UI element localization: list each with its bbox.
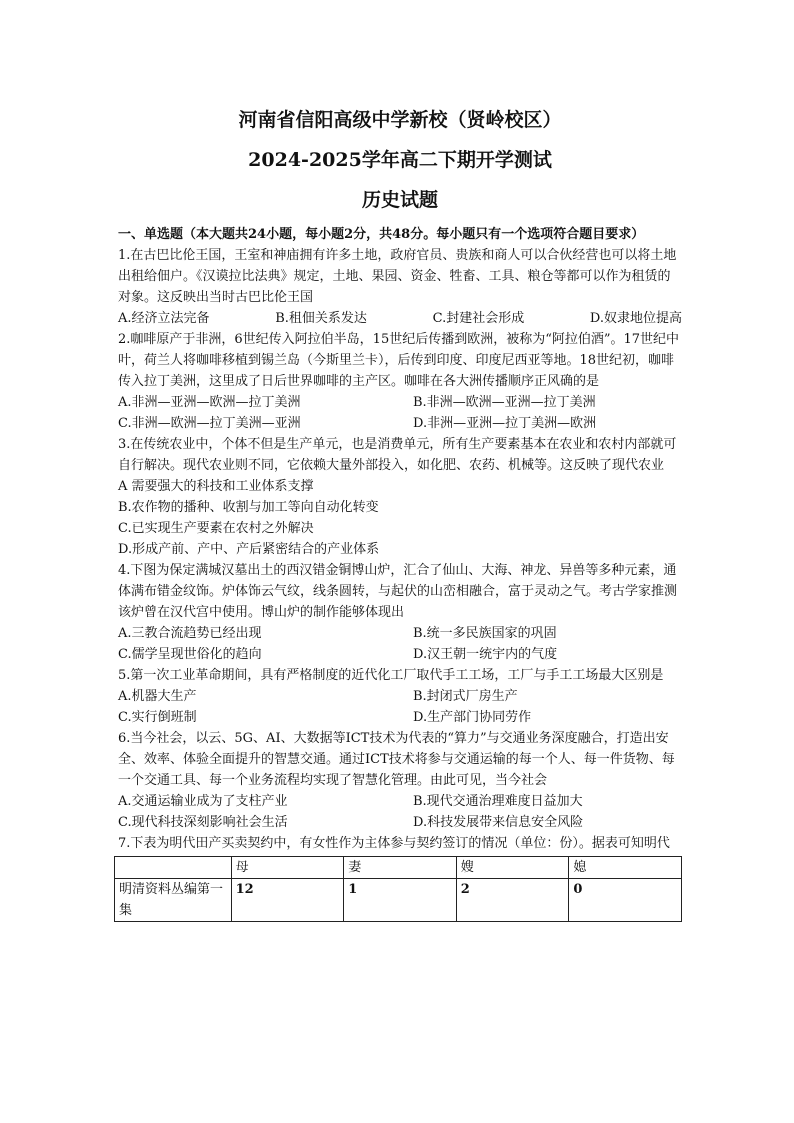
table-cell: 2 [456, 879, 569, 922]
table-header-cell [115, 857, 232, 879]
option-c: C.非洲—欧洲—拉丁美洲—亚洲 [118, 416, 301, 431]
option-c: C.已实现生产要素在农村之外解决 [118, 521, 314, 536]
option-a: A.机器大生产 [118, 689, 197, 704]
option-d: D.形成产前、产中、产后紧密结合的产业体系 [118, 542, 380, 557]
table-header-cell: 母 [231, 857, 344, 879]
question-6-options [118, 791, 682, 833]
option-a: A.三教合流趋势已经出现 [118, 626, 262, 641]
school-title: 河南省信阳高级中学新校（贤岭校区） [238, 109, 562, 131]
table-header-row [115, 857, 682, 879]
table-cell: 0 [569, 879, 682, 922]
option-b: B.农作物的播种、收割与加工等向自动化转变 [118, 500, 379, 515]
table-header-cell: 媳 [569, 857, 682, 879]
option-c: C.封建社会形成 [432, 311, 525, 326]
option-d: D.生产部门协同劳作 [413, 710, 532, 725]
question-3-stem: 3.在传统农业中，个体不但是生产单元，也是消费单元，所有生产要素基本在农业和农村内部就可自行解决。现代农业则不同，它依赖大量外部投入，如化肥、农药、机械等。这反映了现代农业 [118, 437, 677, 473]
exam-title: 2024-2025学年高二下期开学测试 [248, 149, 552, 171]
contract-table [114, 856, 682, 922]
option-a: A.非洲—亚洲—欧洲—拉丁美洲 [118, 395, 301, 410]
table-header-cell: 妻 [344, 857, 457, 879]
option-d: D.科技发展带来信息安全风险 [413, 815, 584, 830]
table-row [115, 879, 682, 922]
option-d: D.汉王朝一统宇内的气度 [413, 647, 558, 662]
question-2-stem: 2.咖啡原产于非洲，6世纪传入阿拉伯半岛，15世纪后传播到欧洲，被称为“阿拉伯酒”。17世纪中叶，荷兰人将咖啡移植到锡兰岛（今斯里兰卡），后传到印度、印度尼西亚等地。18世纪初，咖啡传入拉丁美洲，这里成了日后世界咖啡的主产区。咖啡在各大洲传播顺序正风确的是 [118, 332, 680, 389]
question-1-options [118, 308, 682, 329]
subject-title: 历史试题 [361, 189, 438, 211]
question-4-stem: 4.下图为保定满城汉墓出土的西汉错金铜博山炉，汇合了仙山、大海、神龙、异兽等多种元素，通体满布错金纹饰。炉体饰云气纹，线条圆转，与起伏的山峦相融合，富于灵动之气。考古学家推测该炉曾在汉代宫中使用。博山炉的制作能够体现出 [118, 563, 678, 620]
option-b: B.封闭式厂房生产 [413, 689, 518, 704]
option-a: A 需要强大的科技和工业体系支撑 [118, 479, 314, 494]
table-cell: 12 [231, 879, 344, 922]
option-b: B.统一多民族国家的巩固 [413, 626, 557, 641]
question-4-options [118, 623, 682, 665]
question-7-stem: 7.下表为明代田产买卖契约中，有女性作为主体参与契约签订的情况（单位：份）。据表可知明代 [118, 836, 670, 851]
option-b: B.非洲—欧洲—亚洲—拉丁美洲 [413, 395, 596, 410]
option-d: D.奴隶地位提高 [589, 311, 682, 326]
table-header-cell: 嫂 [456, 857, 569, 879]
option-b: B.租佃关系发达 [275, 311, 367, 326]
question-5-stem: 5.第一次工业革命期间，具有严格制度的近代化工厂取代手工工场，工厂与手工工场最大区别是 [118, 668, 664, 683]
question-5-options [118, 686, 682, 728]
option-c: C.儒学呈现世俗化的趋向 [118, 647, 262, 662]
option-a: A.交通运输业成为了支柱产业 [118, 794, 288, 809]
option-a: A.经济立法完备 [118, 311, 210, 326]
table-cell: 明清资料丛编第一集 [115, 879, 232, 922]
option-c: C.实行倒班制 [118, 710, 197, 725]
option-d: D.非洲—亚洲—拉丁美洲—欧洲 [413, 416, 597, 431]
table-cell: 1 [344, 879, 457, 922]
question-1-stem: 1.在古巴比伦王国，王室和神庙拥有许多土地，政府官员、贵族和商人可以合伙经营也可以将土地出租给佃户。《汉谟拉比法典》规定，土地、果园、资金、牲畜、工具、粮仓等都可以作为租赁的对象。这反映出当时古巴比伦王国 [118, 248, 677, 305]
exam-page [118, 100, 682, 922]
option-c: C.现代科技深刻影响社会生活 [118, 815, 288, 830]
section-heading: 一、单选题（本大题共24小题，每小题2分，共48分。每小题只有一个选项符合题目要求） [118, 227, 645, 242]
question-2-options [118, 392, 682, 434]
option-b: B.现代交通治理难度日益加大 [413, 794, 583, 809]
question-3-options [118, 476, 682, 560]
question-6-stem: 6.当今社会，以云、5G、AI、大数据等ICT技术为代表的“算力”与交通业务深度融合，打造出安全、效率、体验全面提升的智慧交通。通过ICT技术将参与交通运输的每一个人、每一件货物、每一个交通工具、每一个业务流程均实现了智慧化管理。由此可见，当今社会 [118, 731, 675, 788]
